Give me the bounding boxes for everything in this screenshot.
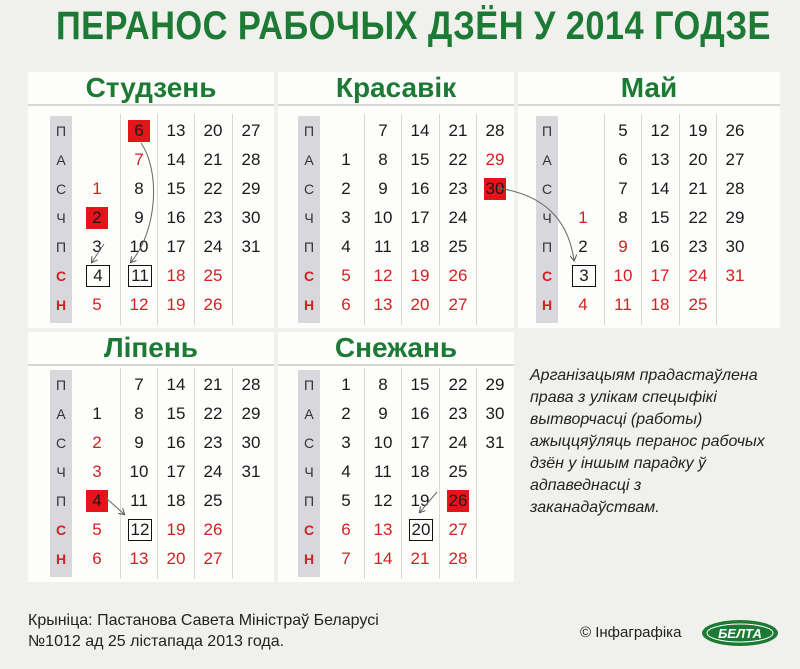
weekday-label: А (542, 152, 552, 168)
day-cell: 23 (448, 179, 468, 198)
day-cell: 5 (341, 266, 351, 285)
day-cell: 22 (688, 208, 708, 227)
day-cell: 26 (203, 520, 223, 539)
day-cell: 18 (650, 295, 670, 314)
column-separator (679, 114, 680, 325)
weekday-label: Н (303, 297, 315, 313)
source-line-2: №1012 ад 25 лістапада 2013 года. (28, 633, 285, 650)
column-separator (194, 114, 195, 325)
day-cell: 11 (374, 237, 392, 256)
weekday-label: С (303, 268, 315, 284)
day-cell: 5 (92, 295, 102, 314)
day-cell: 11 (130, 491, 148, 510)
column-separator (157, 368, 158, 579)
weekday-label: П (541, 239, 553, 255)
weekday-label: А (56, 406, 66, 422)
day-cell: 14 (373, 549, 393, 568)
day-cell: 27 (725, 150, 745, 169)
day-cell: 30 (485, 404, 505, 423)
day-cell: 23 (203, 208, 223, 227)
weekday-label: П (55, 377, 67, 393)
day-cell: 14 (166, 375, 186, 394)
month-name: Май (518, 72, 780, 106)
day-cell: 9 (134, 208, 144, 227)
moved-workday-cell: 30 (485, 179, 505, 198)
day-cell: 28 (241, 375, 261, 394)
weekday-label: С (303, 522, 315, 538)
day-cell: 21 (410, 549, 430, 568)
credit: © Інфаграфіка (580, 624, 682, 641)
day-cell: 26 (725, 121, 745, 140)
day-cell: 25 (688, 295, 708, 314)
day-cell: 10 (129, 462, 149, 481)
day-cell: 15 (410, 375, 430, 394)
day-cell: 17 (410, 208, 430, 227)
day-cell: 23 (203, 433, 223, 452)
weekday-label: П (55, 239, 67, 255)
day-cell: 12 (650, 121, 670, 140)
day-cell: 10 (129, 237, 149, 256)
day-cell: 7 (341, 549, 351, 568)
weekday-label: С (55, 435, 67, 451)
source-line-1: Крыніца: Пастанова Савета Міністраў Беларусі (28, 612, 379, 629)
day-cell: 16 (166, 433, 186, 452)
calendar-january (28, 72, 274, 328)
calendar-july (28, 332, 274, 582)
day-cell: 3 (92, 462, 102, 481)
weekday-label: С (55, 268, 67, 284)
day-cell: 3 (92, 237, 102, 256)
column-separator (194, 368, 195, 579)
day-cell: 25 (448, 462, 468, 481)
day-cell: 25 (203, 491, 223, 510)
transfer-workday-cell: 3 (572, 265, 596, 287)
moved-workday-cell: 6 (128, 120, 150, 142)
day-cell: 1 (92, 179, 102, 198)
day-cell: 5 (618, 121, 628, 140)
day-cell: 21 (203, 375, 223, 394)
day-cell: 17 (166, 462, 186, 481)
day-cell: 13 (650, 150, 670, 169)
day-cell: 31 (485, 433, 505, 452)
day-cell: 2 (578, 237, 588, 256)
column-separator (604, 114, 605, 325)
day-cell: 6 (92, 549, 102, 568)
day-cell: 3 (341, 433, 351, 452)
weekday-label: А (304, 406, 314, 422)
day-cell: 16 (410, 404, 430, 423)
day-cell: 8 (134, 179, 144, 198)
day-cell: 4 (341, 462, 351, 481)
calendar-december (278, 332, 514, 582)
day-cell: 26 (448, 266, 468, 285)
day-cell: 28 (241, 150, 261, 169)
month-name: Студзень (28, 72, 274, 106)
weekday-label: А (56, 152, 66, 168)
day-cell: 19 (166, 295, 186, 314)
day-cell: 16 (410, 179, 430, 198)
day-cell: 8 (618, 208, 628, 227)
day-cell: 31 (725, 266, 745, 285)
day-cell: 15 (166, 404, 186, 423)
weekday-label: П (303, 377, 315, 393)
day-cell: 21 (203, 150, 223, 169)
day-cell: 19 (166, 520, 186, 539)
day-cell: 18 (410, 462, 430, 481)
weekday-label: Н (55, 551, 67, 567)
column-separator (641, 114, 642, 325)
column-separator (364, 368, 365, 579)
day-cell: 2 (341, 179, 351, 198)
day-cell: 7 (618, 179, 628, 198)
day-cell: 16 (650, 237, 670, 256)
day-cell: 18 (166, 266, 186, 285)
day-cell: 5 (341, 491, 351, 510)
day-cell: 22 (203, 404, 223, 423)
day-cell: 4 (341, 237, 351, 256)
day-cell: 18 (410, 237, 430, 256)
weekday-label: П (303, 239, 315, 255)
day-cell: 25 (203, 266, 223, 285)
transfer-workday-cell: 12 (128, 519, 152, 541)
day-cell: 11 (614, 295, 632, 314)
day-cell: 23 (448, 404, 468, 423)
day-cell: 7 (378, 121, 388, 140)
source (28, 610, 379, 652)
day-cell: 20 (203, 121, 223, 140)
day-cell: 19 (688, 121, 708, 140)
day-cell: 1 (92, 404, 102, 423)
weekday-label: П (303, 493, 315, 509)
day-cell: 27 (448, 520, 468, 539)
day-cell: 29 (241, 179, 261, 198)
day-cell: 24 (203, 462, 223, 481)
moved-workday-cell: 26 (448, 491, 468, 510)
weekday-label: Ч (542, 210, 552, 226)
moved-workday-cell: 2 (86, 207, 108, 229)
column-separator (157, 114, 158, 325)
day-cell: 31 (241, 462, 261, 481)
day-cell: 2 (92, 433, 102, 452)
day-cell: 27 (203, 549, 223, 568)
day-cell: 12 (373, 491, 393, 510)
month-name: Снежань (278, 332, 514, 366)
day-cell: 5 (92, 520, 102, 539)
day-cell: 14 (410, 121, 430, 140)
weekday-label: А (304, 152, 314, 168)
day-cell: 28 (725, 179, 745, 198)
day-cell: 18 (166, 491, 186, 510)
day-cell: 17 (410, 433, 430, 452)
calendar-april (278, 72, 514, 328)
column-separator (476, 114, 477, 325)
column-separator (120, 368, 121, 579)
day-cell: 20 (410, 295, 430, 314)
day-cell: 29 (725, 208, 745, 227)
day-cell: 10 (373, 433, 393, 452)
weekday-label: С (303, 435, 315, 451)
weekday-label: С (55, 181, 67, 197)
day-cell: 1 (578, 208, 588, 227)
day-cell: 13 (373, 295, 393, 314)
day-cell: 15 (166, 179, 186, 198)
day-cell: 8 (378, 375, 388, 394)
day-cell: 1 (341, 150, 351, 169)
day-cell: 27 (448, 295, 468, 314)
column-separator (401, 368, 402, 579)
weekday-label: Н (541, 297, 553, 313)
day-cell: 28 (485, 121, 505, 140)
weekday-label: Ч (56, 210, 66, 226)
day-cell: 8 (378, 150, 388, 169)
column-separator (120, 114, 121, 325)
day-cell: 27 (241, 121, 261, 140)
day-cell: 21 (688, 179, 708, 198)
weekday-label: Ч (304, 210, 314, 226)
column-separator (232, 114, 233, 325)
day-cell: 17 (166, 237, 186, 256)
day-cell: 10 (613, 266, 633, 285)
month-name: Ліпень (28, 332, 274, 366)
day-cell: 29 (485, 150, 505, 169)
transfer-workday-cell: 20 (409, 519, 433, 541)
weekday-label: Н (55, 297, 67, 313)
day-cell: 15 (410, 150, 430, 169)
day-cell: 30 (241, 208, 261, 227)
day-cell: 21 (448, 121, 468, 140)
day-cell: 16 (166, 208, 186, 227)
day-cell: 1 (341, 375, 351, 394)
day-cell: 19 (410, 266, 430, 285)
day-cell: 6 (618, 150, 628, 169)
column-separator (716, 114, 717, 325)
day-cell: 11 (374, 462, 392, 481)
day-cell: 26 (203, 295, 223, 314)
column-separator (232, 368, 233, 579)
column-separator (476, 368, 477, 579)
column-separator (439, 368, 440, 579)
day-cell: 2 (341, 404, 351, 423)
logo-text: БЕЛТА (718, 626, 762, 641)
note-text: Арганізацыям прадастаўлена права з улікам спецыфікі вытворчасці (работы) ажыццяўляць перанос рабочых дзён у іншым парадку ў адпаведнасці з заканадаўствам. (530, 367, 765, 516)
day-cell: 12 (373, 266, 393, 285)
column-separator (439, 114, 440, 325)
weekday-label: С (541, 268, 553, 284)
weekday-label: П (55, 493, 67, 509)
day-cell: 25 (448, 237, 468, 256)
weekday-label: П (541, 123, 553, 139)
day-cell: 19 (410, 491, 430, 510)
day-cell: 30 (241, 433, 261, 452)
day-cell: 22 (203, 179, 223, 198)
day-cell: 24 (448, 208, 468, 227)
moved-workday-cell: 4 (86, 490, 108, 512)
day-cell: 7 (134, 150, 144, 169)
day-cell: 17 (650, 266, 670, 285)
day-cell: 24 (448, 433, 468, 452)
weekday-label: С (55, 522, 67, 538)
weekday-label: С (303, 181, 315, 197)
month-name: Красавік (278, 72, 514, 106)
day-cell: 29 (485, 375, 505, 394)
day-cell: 12 (129, 295, 149, 314)
day-cell: 13 (129, 549, 149, 568)
day-cell: 22 (448, 375, 468, 394)
weekday-label: С (541, 181, 553, 197)
day-cell: 6 (341, 295, 351, 314)
weekday-label: П (303, 123, 315, 139)
calendar-may (518, 72, 780, 328)
day-cell: 20 (688, 150, 708, 169)
weekday-label: П (55, 123, 67, 139)
day-cell: 30 (725, 237, 745, 256)
day-cell: 8 (134, 404, 144, 423)
weekday-label: Ч (304, 464, 314, 480)
day-cell: 3 (341, 208, 351, 227)
day-cell: 10 (373, 208, 393, 227)
day-cell: 15 (650, 208, 670, 227)
day-cell: 28 (448, 549, 468, 568)
day-cell: 24 (203, 237, 223, 256)
weekday-label: Ч (56, 464, 66, 480)
day-cell: 9 (378, 404, 388, 423)
day-cell: 13 (373, 520, 393, 539)
page-title: ПЕРАНОС РАБОЧЫХ ДЗЁН У 2014 ГОДЗЕ (56, 4, 771, 48)
day-cell: 9 (618, 237, 628, 256)
day-cell: 7 (134, 375, 144, 394)
day-cell: 9 (134, 433, 144, 452)
day-cell: 14 (650, 179, 670, 198)
day-cell: 22 (448, 150, 468, 169)
column-separator (401, 114, 402, 325)
day-cell: 14 (166, 150, 186, 169)
day-cell: 6 (341, 520, 351, 539)
belta-logo (700, 618, 780, 648)
day-cell: 20 (166, 549, 186, 568)
transfer-workday-cell: 11 (128, 265, 152, 287)
day-cell: 31 (241, 237, 261, 256)
day-cell: 9 (378, 179, 388, 198)
day-cell: 24 (688, 266, 708, 285)
transfer-workday-cell: 4 (86, 265, 110, 287)
weekday-label: Н (303, 551, 315, 567)
day-cell: 23 (688, 237, 708, 256)
day-cell: 4 (578, 295, 588, 314)
column-separator (364, 114, 365, 325)
day-cell: 13 (166, 121, 186, 140)
day-cell: 29 (241, 404, 261, 423)
